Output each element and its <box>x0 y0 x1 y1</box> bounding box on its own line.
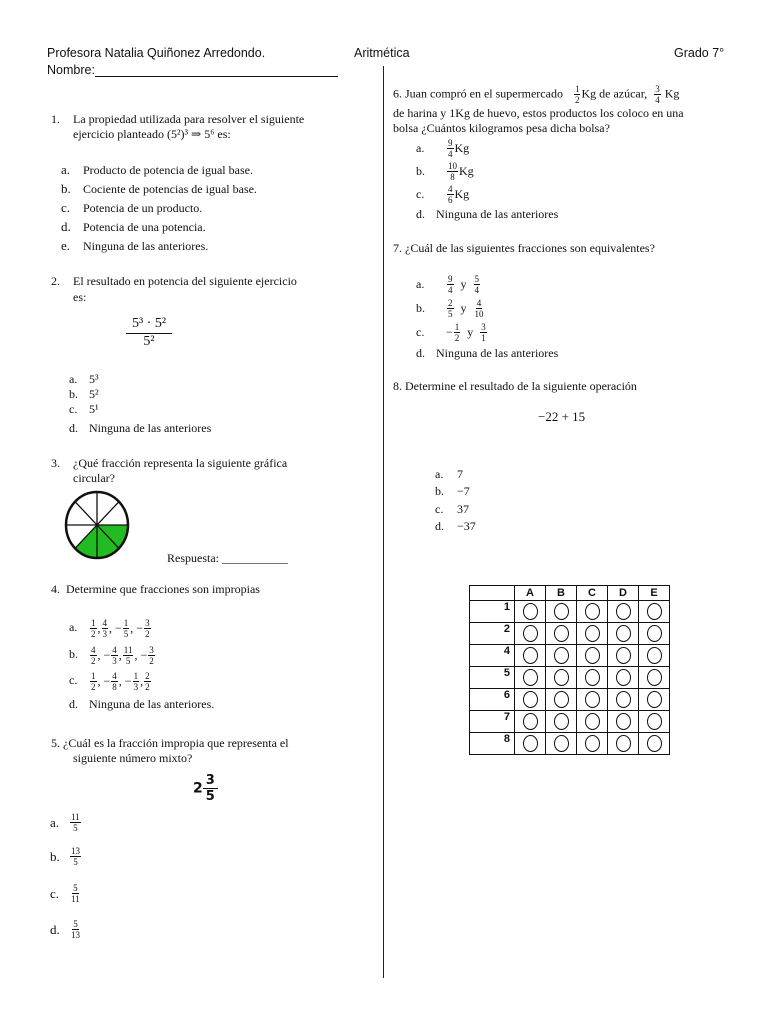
grid-cell <box>577 711 608 733</box>
q3-text-2: circular? <box>73 471 115 485</box>
grid-row <box>470 711 670 733</box>
q2-option <box>69 387 99 402</box>
q7-fraction-b-num: 5 <box>474 274 479 284</box>
q8-option <box>435 467 463 482</box>
q5-mixed-whole: 2 <box>193 780 203 797</box>
q4-separator: , − <box>130 621 144 635</box>
q8-option-letter: d. <box>435 519 444 533</box>
grid-row <box>470 645 670 667</box>
answer-bubble[interactable] <box>554 713 569 730</box>
grid-cell <box>608 711 639 733</box>
q4-separator: , <box>97 621 101 635</box>
q7-fraction-b-den: 4 <box>474 285 479 295</box>
q7-fraction-a-den: 4 <box>448 285 453 295</box>
q8-expression: −22 + 15 <box>538 409 586 424</box>
q5-option-letter: a. <box>50 814 60 830</box>
answer-bubble[interactable] <box>523 691 538 708</box>
q7-option-letter: a. <box>416 277 425 291</box>
q4-text: Determine que fracciones son impropias <box>66 582 260 596</box>
q5-option-fraction-den: 5 <box>73 857 78 867</box>
q1-number: 1. <box>51 112 60 126</box>
q1-option-letter: c. <box>61 200 71 215</box>
answer-bubble[interactable] <box>647 713 662 730</box>
q1-option <box>61 162 253 178</box>
grid-header-row <box>470 586 670 601</box>
answer-bubble[interactable] <box>647 647 662 664</box>
teacher-name: Profesora Natalia Quiñonez Arredondo. <box>47 46 266 60</box>
grid-cell <box>639 711 670 733</box>
q6-option-d <box>416 207 558 222</box>
q4-fraction-num: 4 <box>102 618 107 628</box>
q4-number: 4. <box>51 582 60 596</box>
q6-option-fraction-num: 9 <box>448 138 453 148</box>
q2-number: 2. <box>51 274 60 288</box>
q8-text: 8. Determine el resultado de la siguiente operación <box>393 379 637 393</box>
answer-bubble[interactable] <box>523 735 538 752</box>
answer-bubble[interactable] <box>647 735 662 752</box>
q7-option-d-text: Ninguna de las anteriores <box>436 346 559 360</box>
q6-option <box>416 184 469 205</box>
q4-fraction-den: 2 <box>145 682 150 692</box>
answer-bubble[interactable] <box>616 647 631 664</box>
q4-option-d <box>69 697 214 712</box>
q5-option-fraction-num: 5 <box>73 883 78 893</box>
grid-cell <box>515 623 546 645</box>
q6-option-unit: Kg <box>459 164 474 178</box>
answer-bubble[interactable] <box>585 647 600 664</box>
answer-bubble[interactable] <box>585 691 600 708</box>
answer-bubble[interactable] <box>523 669 538 686</box>
q2-option <box>69 372 99 387</box>
grid-cell <box>608 601 639 623</box>
answer-bubble[interactable] <box>523 647 538 664</box>
q5-option-fraction-num: 13 <box>71 846 80 856</box>
pie-chart-graphic <box>64 490 130 560</box>
answer-bubble[interactable] <box>616 625 631 642</box>
q2-text-2: es: <box>73 290 87 304</box>
q6-option-d-text: Ninguna de las anteriores <box>436 207 559 221</box>
grid-row <box>470 733 670 755</box>
q4-separator: , − <box>97 648 111 662</box>
grid-cell <box>608 645 639 667</box>
answer-bubble[interactable] <box>554 603 569 620</box>
q4-fraction-den: 2 <box>149 656 154 666</box>
q1-option-text: Potencia de una potencia. <box>83 220 206 234</box>
q7-option-d-letter: d. <box>416 346 425 360</box>
q2-option-text: 5² <box>89 387 99 401</box>
q5-text-2: siguiente número mixto? <box>73 751 193 765</box>
q7-option <box>416 298 486 319</box>
q5-option-letter: b. <box>50 848 60 864</box>
q6-prefix: 6. Juan compró en el supermercado <box>393 86 563 101</box>
q4-fraction-num: 1 <box>133 671 139 681</box>
grid-row-label: 6 <box>470 689 515 711</box>
q1-option-letter: d. <box>61 219 71 234</box>
q4-option-letter: a. <box>69 620 78 635</box>
q6-option-letter: a. <box>416 141 425 155</box>
q5-mixed-number <box>193 773 218 804</box>
q4-fraction-den: 3 <box>102 629 107 639</box>
q4-fraction <box>123 618 130 639</box>
grid-row <box>470 667 670 689</box>
q7-option-d <box>416 346 558 361</box>
q1-option <box>61 238 208 254</box>
q4-fraction-num: 4 <box>112 645 117 655</box>
q6-option-fraction <box>447 184 454 205</box>
q4-fraction-num: 4 <box>91 645 96 655</box>
grid-cell <box>577 733 608 755</box>
answer-bubble[interactable] <box>585 713 600 730</box>
q7-fraction-a <box>447 274 454 295</box>
q6-option-letter: c. <box>416 187 425 201</box>
answer-bubble[interactable] <box>554 669 569 686</box>
q7-fraction-a <box>447 298 454 319</box>
grid-cell <box>608 689 639 711</box>
grid-row <box>470 601 670 623</box>
answer-bubble[interactable] <box>616 691 631 708</box>
grid-row-label: 4 <box>470 645 515 667</box>
q4-fraction <box>111 671 118 692</box>
q4-fraction <box>148 645 155 666</box>
q7-conjunction: y <box>460 277 467 291</box>
answer-bubble[interactable] <box>523 625 538 642</box>
q2-option-letter: b. <box>69 387 78 401</box>
q4-fraction <box>90 645 97 666</box>
q2-expression <box>126 316 172 350</box>
q2-option-letter: d. <box>69 421 78 435</box>
q8-option <box>435 502 469 517</box>
q7-fraction-b-num: 3 <box>481 322 486 332</box>
q5-text-1: 5. ¿Cuál es la fracción impropia que representa el <box>51 736 289 750</box>
q5-mixed-numerator: 3 <box>203 773 218 789</box>
q8-option-text: −37 <box>457 519 476 533</box>
q4-fraction-den: 5 <box>125 656 131 666</box>
q4-fraction-den: 8 <box>112 682 117 692</box>
q3-number: 3. <box>51 456 60 470</box>
q4-fraction-den: 2 <box>91 629 96 639</box>
grid-cell <box>639 623 670 645</box>
q5-mixed-denominator: 5 <box>205 789 215 804</box>
q8-option-letter: c. <box>435 502 444 516</box>
q2-option <box>69 421 211 436</box>
grid-row-label: 8 <box>470 733 515 755</box>
q1-option-letter: e. <box>61 238 71 253</box>
q4-option <box>69 671 152 692</box>
answer-bubble[interactable] <box>616 603 631 620</box>
q4-fraction-num: 4 <box>112 671 117 681</box>
q5-option-letter: c. <box>50 885 60 901</box>
grid-cell <box>639 667 670 689</box>
q6-option-fraction-num: 4 <box>448 184 453 194</box>
q6-frac2-num: 3 <box>655 84 660 94</box>
subject-title: Aritmética <box>354 46 410 60</box>
answer-bubble[interactable] <box>585 625 600 642</box>
q7-option <box>416 274 481 295</box>
q7-fraction-a-num: 9 <box>448 274 453 284</box>
q2-numerator: 5³ · 5² <box>126 316 172 334</box>
grid-cell <box>639 601 670 623</box>
grid-cell <box>515 711 546 733</box>
grid-column-label: C <box>577 586 608 601</box>
q7-fraction-b-num: 4 <box>476 298 482 308</box>
q4-option <box>69 618 152 639</box>
grid-cell <box>577 689 608 711</box>
answer-bubble[interactable] <box>616 669 631 686</box>
q1-option-text: Potencia de un producto. <box>83 201 203 215</box>
grid-cell <box>546 601 577 623</box>
q7-conjunction: y <box>460 301 467 315</box>
answer-bubble[interactable] <box>523 603 538 620</box>
q4-fraction-den: 2 <box>145 629 150 639</box>
q4-fraction <box>123 645 134 666</box>
grid-cell <box>639 689 670 711</box>
q4-fraction-num: 1 <box>91 671 96 681</box>
q7-text: 7. ¿Cuál de las siguientes fracciones son equivalentes? <box>393 241 655 255</box>
grid-cell <box>608 667 639 689</box>
grid-cell <box>546 711 577 733</box>
q4-fraction <box>90 618 97 639</box>
grid-cell <box>608 733 639 755</box>
q3-text-1: ¿Qué fracción representa la siguiente gráfica <box>73 456 288 470</box>
q2-text-1: El resultado en potencia del siguiente ejercicio <box>73 274 297 288</box>
answer-bubble[interactable] <box>616 735 631 752</box>
column-divider <box>383 66 384 978</box>
q8-option-text: 37 <box>457 502 469 516</box>
q4-option <box>69 645 156 666</box>
q7-option-letter: b. <box>416 301 425 315</box>
q5-option-fraction-den: 5 <box>73 823 78 833</box>
q5-option-fraction-den: 11 <box>71 894 80 904</box>
q8-option <box>435 484 470 499</box>
q1-option <box>61 200 202 216</box>
q6-frac1-num: 1 <box>574 84 580 94</box>
q4-option-letter: b. <box>69 647 78 662</box>
q5-option-fraction <box>70 846 81 867</box>
answer-bubble[interactable] <box>554 647 569 664</box>
grid-corner <box>470 586 515 601</box>
q1-option-text: Producto de potencia de igual base. <box>83 163 253 177</box>
q4-fraction-den: 2 <box>91 656 96 666</box>
q6-option-unit: Kg <box>454 141 470 155</box>
grid-column-label: E <box>639 586 670 601</box>
grid-column-label: A <box>515 586 546 601</box>
q7-fraction-a <box>454 322 461 343</box>
q6-frac1-den: 2 <box>574 95 580 105</box>
grid-cell <box>577 601 608 623</box>
q8-option <box>435 519 476 534</box>
q4-fraction <box>102 618 109 639</box>
grid-row-label: 5 <box>470 667 515 689</box>
grade-label: Grado 7° <box>674 46 725 60</box>
grid-cell <box>515 601 546 623</box>
grid-cell <box>608 623 639 645</box>
q6-text-3: bolsa ¿Cuántos kilogramos pesa dicha bolsa? <box>393 121 610 135</box>
q2-option <box>69 402 99 417</box>
q1-option-text: Ninguna de las anteriores. <box>83 239 209 253</box>
q4-fraction-num: 1 <box>123 618 129 628</box>
grid-cell <box>546 623 577 645</box>
q4-option-d-text: Ninguna de las anteriores. <box>89 697 215 711</box>
q6-mid1: Kg de azúcar, <box>581 86 648 101</box>
q6-mid2: Kg <box>664 86 680 101</box>
q1-option-letter: a. <box>61 162 71 177</box>
q5-option-fraction-num: 5 <box>73 919 78 929</box>
q2-option-letter: a. <box>69 372 78 386</box>
q6-option-fraction-den: 6 <box>448 195 453 205</box>
q4-fraction-den: 3 <box>133 682 139 692</box>
q8-option-text: −7 <box>457 484 470 498</box>
q4-fraction-den: 3 <box>112 656 117 666</box>
q6-text-2: de harina y 1Kg de huevo, estos productos los coloco en una <box>393 106 684 120</box>
q4-separator: , − <box>134 648 148 662</box>
q7-fraction-b <box>474 274 481 295</box>
q7-fraction-b-den: 10 <box>474 309 484 319</box>
q2-option-letter: c. <box>69 402 78 416</box>
q7-fraction-a-num: 2 <box>448 298 453 308</box>
q1-option-text: Cociente de potencias de igual base. <box>83 182 257 196</box>
q6-option-d-letter: d. <box>416 207 425 221</box>
grid-cell <box>577 623 608 645</box>
grid-cell <box>546 689 577 711</box>
q4-fraction <box>144 618 151 639</box>
q5-option-fraction <box>70 883 81 904</box>
q4-fraction <box>90 671 97 692</box>
q4-option-d-letter: d. <box>69 697 78 711</box>
q5-option-letter: d. <box>50 921 60 937</box>
q5-option <box>50 846 82 867</box>
q1-text-1: La propiedad utilizada para resolver el siguiente <box>73 112 305 126</box>
q6-frac2-den: 4 <box>655 95 660 105</box>
q5-option <box>50 812 82 833</box>
q4-option-letter: c. <box>69 673 78 688</box>
q7-fraction-a-den: 5 <box>448 309 453 319</box>
q4-fraction-num: 1 <box>91 618 96 628</box>
q6-option <box>416 138 469 159</box>
answer-bubble[interactable] <box>647 625 662 642</box>
q6-option-letter: b. <box>416 164 425 178</box>
q5-option-fraction <box>70 919 81 940</box>
q4-fraction-num: 11 <box>123 645 133 655</box>
name-label: Nombre: <box>47 63 95 77</box>
q1-text-2: ejercicio planteado (5²)³ ⇒ 5⁶ es: <box>73 127 231 141</box>
q6-option-unit: Kg <box>454 187 470 201</box>
q4-fraction-num: 3 <box>149 645 154 655</box>
q7-option <box>416 322 488 343</box>
q7-conjunction: y <box>467 325 474 339</box>
answer-bubble[interactable] <box>554 735 569 752</box>
grid-cell <box>546 645 577 667</box>
q5-option-fraction-den: 13 <box>71 930 80 940</box>
q8-option-text: 7 <box>457 467 463 481</box>
q4-separator: , <box>140 674 144 688</box>
q6-text-1 <box>393 84 679 105</box>
q6-option <box>416 161 474 182</box>
name-field[interactable] <box>95 76 338 77</box>
grid-cell <box>515 733 546 755</box>
grid-row-label: 1 <box>470 601 515 623</box>
q6-option-fraction <box>447 138 454 159</box>
q4-fraction-den: 2 <box>91 682 96 692</box>
grid-cell <box>639 733 670 755</box>
grid-column-label: B <box>546 586 577 601</box>
q8-option-letter: a. <box>435 467 444 481</box>
q4-separator: , <box>118 648 122 662</box>
q2-option-text: Ninguna de las anteriores <box>89 421 212 435</box>
q8-option-letter: b. <box>435 484 444 498</box>
q2-option-text: 5³ <box>89 372 99 386</box>
q4-fraction-den: 5 <box>123 629 129 639</box>
grid-row-label: 7 <box>470 711 515 733</box>
q5-option <box>50 919 82 940</box>
q5-option-fraction-num: 11 <box>71 812 80 822</box>
q4-fraction <box>133 671 140 692</box>
q3-answer-field[interactable]: Respuesta: ___________ <box>167 551 288 565</box>
q1-option-letter: b. <box>61 181 71 196</box>
grid-cell <box>639 645 670 667</box>
q7-fraction-b-den: 1 <box>481 333 486 343</box>
answer-bubble[interactable] <box>585 735 600 752</box>
grid-cell <box>515 667 546 689</box>
answer-bubble[interactable] <box>554 691 569 708</box>
q4-fraction <box>144 671 151 692</box>
answer-bubble[interactable] <box>647 691 662 708</box>
grid-cell <box>577 667 608 689</box>
q4-fraction-num: 2 <box>145 671 150 681</box>
grid-row <box>470 689 670 711</box>
answer-bubble[interactable] <box>585 669 600 686</box>
q4-separator: , − <box>109 621 122 635</box>
grid-row <box>470 623 670 645</box>
q6-option-fraction-num: 10 <box>448 161 457 171</box>
q7-fraction-b <box>474 298 485 319</box>
q6-option-fraction-den: 4 <box>448 149 453 159</box>
answer-bubble[interactable] <box>647 603 662 620</box>
q1-option <box>61 219 206 235</box>
q4-fraction-num: 3 <box>145 618 150 628</box>
q7-fraction-a-den: 2 <box>454 333 460 343</box>
grid-cell <box>546 733 577 755</box>
q6-option-fraction <box>447 161 458 182</box>
answer-bubble[interactable] <box>647 669 662 686</box>
q7-fraction-a-num: 1 <box>454 322 460 332</box>
q5-option-fraction <box>70 812 81 833</box>
q4-fraction <box>111 645 118 666</box>
grid-cell <box>515 689 546 711</box>
q5-option <box>50 883 82 904</box>
pie-dividers <box>66 492 128 558</box>
q7-option-letter: c. <box>416 325 425 339</box>
grid-cell <box>515 645 546 667</box>
q6-option-fraction-den: 8 <box>450 172 455 182</box>
grid-row-label: 2 <box>470 623 515 645</box>
answer-bubble[interactable] <box>554 625 569 642</box>
q7-fraction-b <box>480 322 487 343</box>
q4-separator: , − <box>118 674 132 688</box>
grid-cell <box>546 667 577 689</box>
q7-sign: − <box>446 325 453 339</box>
q1-option <box>61 181 257 197</box>
q4-separator: , − <box>97 674 111 688</box>
grid-column-label: D <box>608 586 639 601</box>
answer-bubble[interactable] <box>523 713 538 730</box>
answer-grid <box>469 585 670 755</box>
grid-cell <box>577 645 608 667</box>
q2-option-text: 5¹ <box>89 402 99 416</box>
q2-denominator: 5² <box>143 334 155 349</box>
answer-bubble[interactable] <box>616 713 631 730</box>
answer-bubble[interactable] <box>585 603 600 620</box>
